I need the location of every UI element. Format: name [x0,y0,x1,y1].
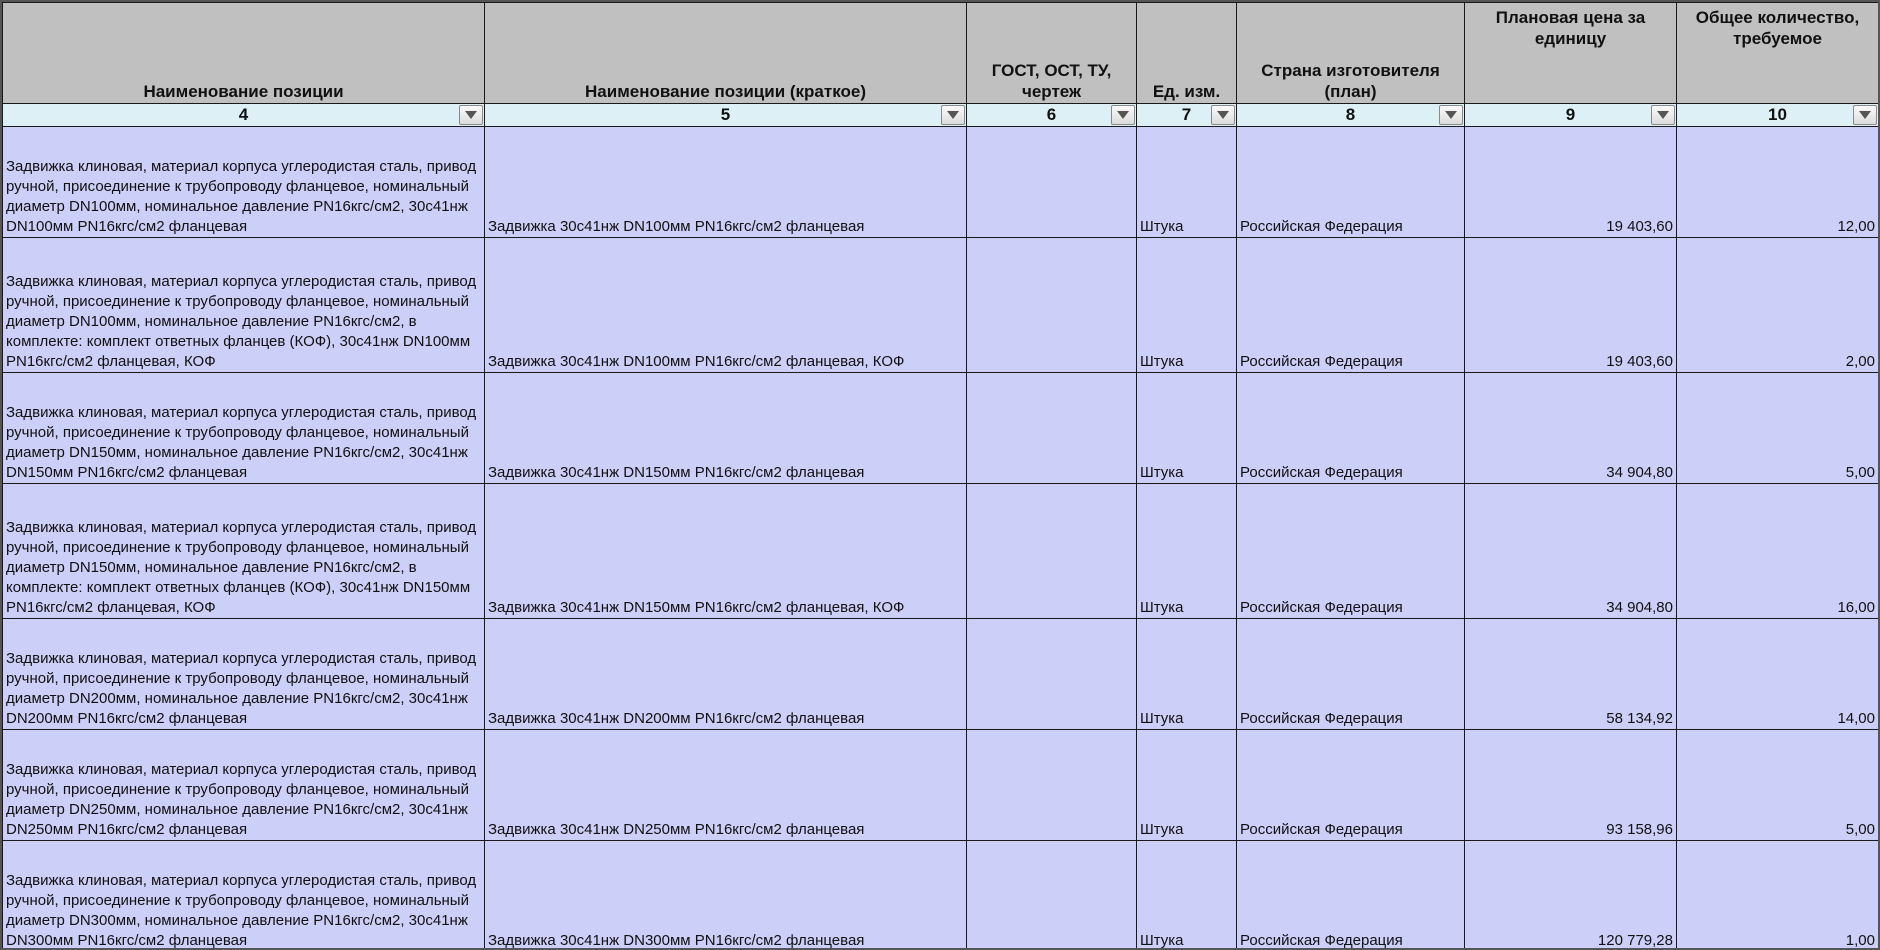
header-unit[interactable]: Ед. изм. [1137,3,1237,104]
cell-unit-text: Штука [1140,353,1184,370]
chevron-down-icon [1859,111,1871,119]
filter-dropdown-button[interactable] [1111,105,1135,125]
cell-full-name[interactable] [3,373,485,484]
cell-unit-text: Штука [1140,599,1184,616]
chevron-down-icon [1217,111,1229,119]
cell-quantity-text: 1,00 [1845,932,1875,949]
cell-short-name[interactable] [485,841,967,950]
column-number: 8 [1345,105,1356,124]
table-row [3,730,1879,841]
chevron-down-icon [947,111,959,119]
column-number-cell [967,104,1137,127]
cell-country[interactable] [1237,484,1465,619]
data-table [2,2,1879,950]
cell-gost[interactable] [967,484,1137,619]
cell-quantity[interactable] [1677,127,1879,238]
cell-unit-text: Штука [1140,821,1184,838]
header-item-name[interactable]: Наименование позиции [3,3,485,104]
cell-unit[interactable] [1137,127,1237,238]
column-number: 5 [720,105,731,124]
cell-full-name[interactable] [3,730,485,841]
cell-full-name-text: Задвижка клиновая, материал корпуса углеродистая сталь, привод ручной, присоединение к трубопроводу фланцевое, номинальный диаметр DN150мм, номинальное давление PN16кгс/см2, 30с41нж DN150мм PN16кгс/см2 фланцевая [6,404,477,481]
header-row [3,3,1879,104]
cell-quantity[interactable] [1677,841,1879,950]
chevron-down-icon [1657,111,1669,119]
filter-dropdown-button[interactable] [941,105,965,125]
cell-short-name[interactable] [485,373,967,484]
cell-short-name-text: Задвижка 30с41нж DN100мм PN16кгс/см2 фланцевая, КОФ [488,353,905,370]
cell-quantity-text: 14,00 [1837,710,1875,727]
cell-full-name[interactable] [3,619,485,730]
filter-dropdown-button[interactable] [459,105,483,125]
cell-full-name-text: Задвижка клиновая, материал корпуса углеродистая сталь, привод ручной, присоединение к трубопроводу фланцевое, номинальный диаметр DN100мм, номинальное давление PN16кгс/см2, в комплекте: комплект ответных фланцев (КОФ), 30с41нж DN100мм PN16кгс/см2 фланцевая, КОФ [6,273,477,370]
cell-short-name-text: Задвижка 30с41нж DN200мм PN16кгс/см2 фланцевая [488,710,865,727]
cell-gost[interactable] [967,238,1137,373]
column-number-cell [1137,104,1237,127]
cell-full-name-text: Задвижка клиновая, материал корпуса углеродистая сталь, привод ручной, присоединение к трубопроводу фланцевое, номинальный диаметр DN150мм, номинальное давление PN16кгс/см2, в комплекте: комплект ответных фланцев (КОФ), 30с41нж DN150мм PN16кгс/см2 фланцевая, КОФ [6,519,477,616]
cell-quantity-text: 16,00 [1837,599,1875,616]
cell-country-text: Российская Федерация [1240,353,1403,370]
cell-gost[interactable] [967,730,1137,841]
cell-unit-text: Штука [1140,932,1184,949]
cell-unit[interactable] [1137,238,1237,373]
cell-price[interactable] [1465,619,1677,730]
cell-country[interactable] [1237,127,1465,238]
cell-unit[interactable] [1137,373,1237,484]
cell-short-name[interactable] [485,730,967,841]
cell-quantity[interactable] [1677,238,1879,373]
column-number: 4 [238,105,249,124]
cell-short-name[interactable] [485,127,967,238]
filter-dropdown-button[interactable] [1853,105,1877,125]
cell-country[interactable] [1237,841,1465,950]
table-row [3,484,1879,619]
cell-short-name[interactable] [485,484,967,619]
cell-gost[interactable] [967,127,1137,238]
cell-short-name-text: Задвижка 30с41нж DN150мм PN16кгс/см2 фланцевая [488,464,865,481]
cell-quantity-text: 12,00 [1837,218,1875,235]
cell-country-text: Российская Федерация [1240,599,1403,616]
column-number-cell [1677,104,1879,127]
cell-price[interactable] [1465,484,1677,619]
cell-unit[interactable] [1137,619,1237,730]
cell-full-name[interactable] [3,841,485,950]
cell-price[interactable] [1465,373,1677,484]
column-number: 10 [1768,105,1787,124]
cell-unit[interactable] [1137,841,1237,950]
cell-country-text: Российская Федерация [1240,464,1403,481]
cell-full-name[interactable] [3,238,485,373]
cell-full-name-text: Задвижка клиновая, материал корпуса углеродистая сталь, привод ручной, присоединение к трубопроводу фланцевое, номинальный диаметр DN300мм, номинальное давление PN16кгс/см2, 30с41нж DN300мм PN16кгс/см2 фланцевая [6,872,477,949]
chevron-down-icon [1117,111,1129,119]
chevron-down-icon [1445,111,1457,119]
table-row [3,238,1879,373]
table-row [3,373,1879,484]
header-short-name[interactable]: Наименование позиции (краткое) [485,3,967,104]
cell-country-text: Российская Федерация [1240,932,1403,949]
cell-country[interactable] [1237,238,1465,373]
cell-price-text: 93 158,96 [1606,821,1673,838]
cell-unit-text: Штука [1140,218,1184,235]
cell-unit-text: Штука [1140,464,1184,481]
cell-unit-text: Штука [1140,710,1184,727]
cell-unit[interactable] [1137,730,1237,841]
cell-price-text: 19 403,60 [1606,353,1673,370]
cell-gost[interactable] [967,619,1137,730]
header-country[interactable]: Страна изготовителя (план) [1237,3,1465,104]
header-quantity[interactable]: Общее количество, требуемое [1677,3,1879,104]
cell-country[interactable] [1237,730,1465,841]
cell-price[interactable] [1465,841,1677,950]
cell-full-name-text: Задвижка клиновая, материал корпуса углеродистая сталь, привод ручной, присоединение к трубопроводу фланцевое, номинальный диаметр DN100мм, номинальное давление PN16кгс/см2, 30с41нж DN100мм PN16кгс/см2 фланцевая [6,158,477,235]
table-row [3,127,1879,238]
header-gost[interactable]: ГОСТ, ОСТ, ТУ, чертеж [967,3,1137,104]
filter-row [3,104,1879,127]
cell-quantity[interactable] [1677,619,1879,730]
cell-price[interactable] [1465,730,1677,841]
cell-short-name-text: Задвижка 30с41нж DN150мм PN16кгс/см2 фланцевая, КОФ [488,599,905,616]
cell-short-name-text: Задвижка 30с41нж DN100мм PN16кгс/см2 фланцевая [488,218,865,235]
table-row [3,619,1879,730]
column-number: 6 [1046,105,1057,124]
filter-dropdown-button[interactable] [1439,105,1463,125]
header-price[interactable]: Плановая цена за единицу [1465,3,1677,104]
cell-country[interactable] [1237,373,1465,484]
cell-gost[interactable] [967,373,1137,484]
cell-full-name[interactable] [3,127,485,238]
cell-full-name[interactable] [3,484,485,619]
cell-unit[interactable] [1137,484,1237,619]
cell-price-text: 120 779,28 [1597,932,1673,949]
cell-quantity-text: 2,00 [1845,353,1875,370]
column-number: 7 [1181,105,1192,124]
column-number: 9 [1565,105,1576,124]
cell-country-text: Российская Федерация [1240,821,1403,838]
cell-short-name[interactable] [485,619,967,730]
cell-quantity-text: 5,00 [1845,464,1875,481]
cell-price[interactable] [1465,127,1677,238]
cell-short-name[interactable] [485,238,967,373]
cell-price[interactable] [1465,238,1677,373]
cell-short-name-text: Задвижка 30с41нж DN250мм PN16кгс/см2 фланцевая [488,821,865,838]
cell-price-text: 34 904,80 [1606,599,1673,616]
cell-quantity-text: 5,00 [1845,821,1875,838]
column-number-cell [1237,104,1465,127]
cell-price-text: 34 904,80 [1606,464,1673,481]
column-number-cell [485,104,967,127]
cell-country[interactable] [1237,619,1465,730]
filter-dropdown-button[interactable] [1211,105,1235,125]
cell-gost[interactable] [967,841,1137,950]
cell-quantity[interactable] [1677,484,1879,619]
cell-quantity[interactable] [1677,373,1879,484]
cell-price-text: 58 134,92 [1606,710,1673,727]
cell-country-text: Российская Федерация [1240,218,1403,235]
cell-full-name-text: Задвижка клиновая, материал корпуса углеродистая сталь, привод ручной, присоединение к трубопроводу фланцевое, номинальный диаметр DN200мм, номинальное давление PN16кгс/см2, 30с41нж DN200мм PN16кгс/см2 фланцевая [6,650,477,727]
cell-short-name-text: Задвижка 30с41нж DN300мм PN16кгс/см2 фланцевая [488,932,865,949]
cell-quantity[interactable] [1677,730,1879,841]
cell-full-name-text: Задвижка клиновая, материал корпуса углеродистая сталь, привод ручной, присоединение к трубопроводу фланцевое, номинальный диаметр DN250мм, номинальное давление PN16кгс/см2, 30с41нж DN250мм PN16кгс/см2 фланцевая [6,761,477,838]
column-number-cell [1465,104,1677,127]
column-number-cell [3,104,485,127]
cell-country-text: Российская Федерация [1240,710,1403,727]
table-row [3,841,1879,950]
filter-dropdown-button[interactable] [1651,105,1675,125]
chevron-down-icon [465,111,477,119]
cell-price-text: 19 403,60 [1606,218,1673,235]
